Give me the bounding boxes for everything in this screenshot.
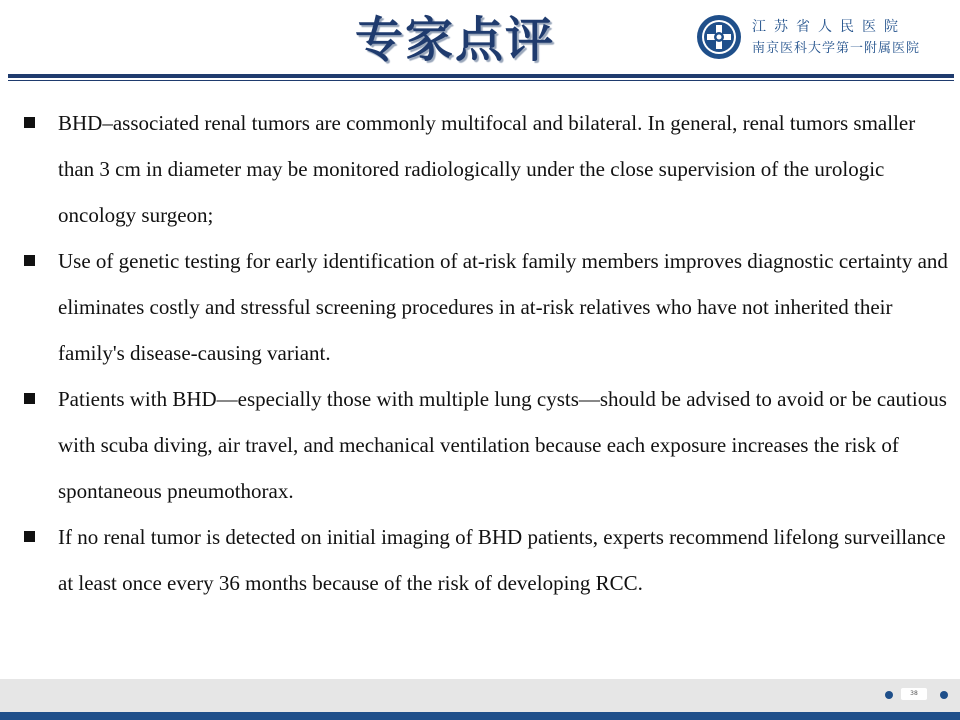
header-rule-thick <box>8 74 954 78</box>
square-bullet-icon <box>24 393 35 404</box>
square-bullet-icon <box>24 531 35 542</box>
bullet-text: If no renal tumor is detected on initial imaging of BHD patients, experts recommend lifelong surveillance at least once every 36 months because of the risk of developing RCC. <box>58 525 946 595</box>
footer-dot-icon <box>885 691 893 699</box>
bullet-text: Use of genetic testing for early identification of at-risk family members improves diagnostic certainty and eliminates costly and stressful screening procedures in at-risk relatives who have not inherited their family's disease-causing variant. <box>58 249 948 365</box>
footer-bar <box>0 712 960 720</box>
bullet-text: Patients with BHD—especially those with multiple lung cysts—should be advised to avoid or be cautious with scuba diving, air travel, and mechanical ventilation because each exposure increases the risk of spontaneous pneumothorax. <box>58 387 947 503</box>
header-rule-thin <box>8 80 954 81</box>
bullet-item <box>24 514 949 606</box>
hospital-name-line1: 江苏省人民医院 <box>752 19 906 35</box>
page-number: 38 <box>901 688 927 700</box>
hospital-logo-block <box>696 14 956 60</box>
footer-dot-icon <box>940 691 948 699</box>
bullet-item <box>24 238 949 376</box>
hospital-name-line2: 南京医科大学第一附属医院 <box>752 41 921 56</box>
bullet-item <box>24 376 949 514</box>
bullet-item <box>24 100 949 238</box>
square-bullet-icon <box>24 255 35 266</box>
hospital-emblem-icon <box>696 14 742 60</box>
footer-band <box>0 679 960 712</box>
bullet-list <box>24 100 949 606</box>
bullet-text: BHD–associated renal tumors are commonly multifocal and bilateral. In general, renal tumors smaller than 3 cm in diameter may be monitored radiologically under the close supervision of the urologic oncology surgeon; <box>58 111 916 227</box>
square-bullet-icon <box>24 117 35 128</box>
slide-title: 专家点评 <box>354 12 555 68</box>
